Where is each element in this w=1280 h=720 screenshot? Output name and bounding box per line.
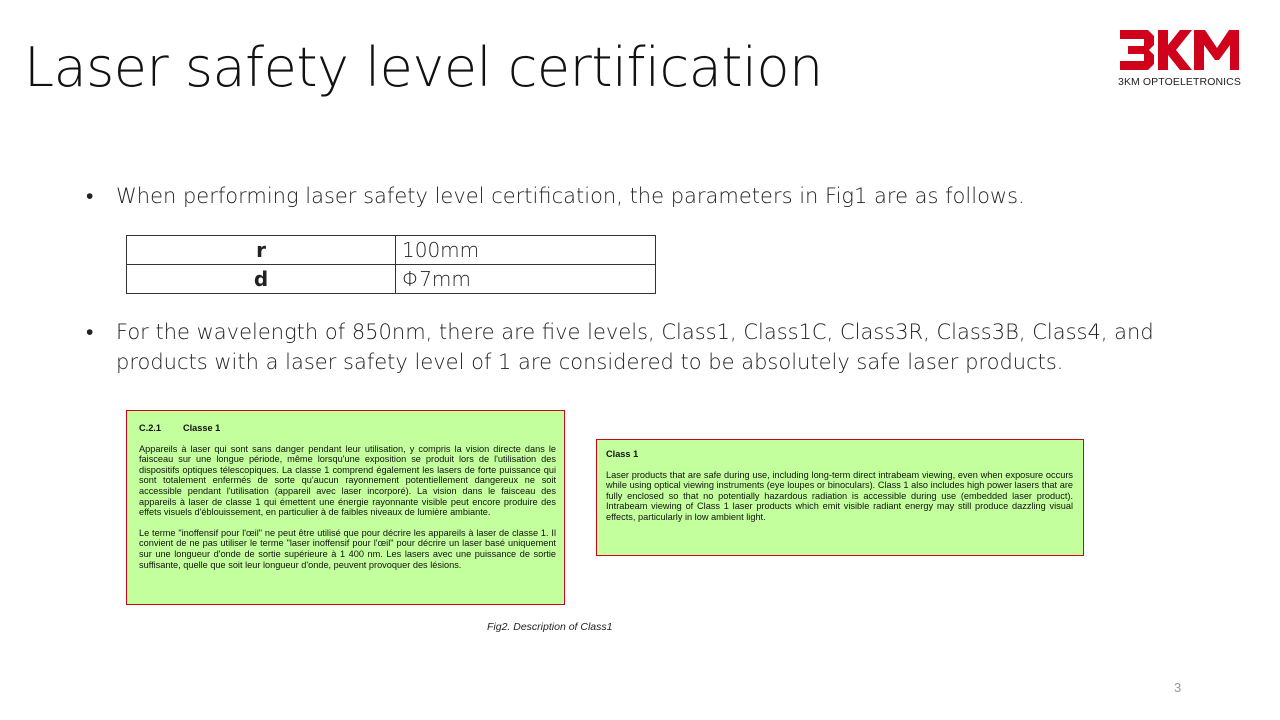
english-heading: Class 1 — [606, 449, 639, 459]
bullet-2 — [86, 317, 1186, 377]
bullet-text: When performing laser safety level certification, the parameters in Fig1 are as follows. — [116, 184, 1025, 208]
param-key: r — [127, 236, 396, 265]
french-paragraph-1: Appareils à laser qui sont sans danger pendant leur utilisation, y compris la vision directe dans le faisceau sur une longue période, même lorsqu'une exposition se produit lors de l'utilisation des dispositifs optiques télescopiques. La classe 1 comprend également les lasers de forte puissance qui sont totalement enfermés de sorte qu'aucun rayonnement potentiellement dangereux ne soit accessible pendant l'utilisation (appareil avec laser incorporé). La vision dans le faisceau des appareils à laser de classe 1 qui émettent une énergie rayonnante visible peut encore produire des effets visuels d'éblouissement, en particulier à de faibles niveaux de lumière ambiante. — [139, 443, 556, 518]
figure-caption: Fig2. Description of Class1 — [487, 621, 613, 633]
bullet-text: For the wavelength of 850nm, there are five levels, Class1, Class1C, Class3R, Class3B, Class4, and products with a laser safety level of 1 are considered to be absolutely safe laser products. — [116, 320, 1154, 374]
param-value: 100mm — [396, 236, 656, 265]
company-logo — [1118, 28, 1244, 88]
english-paragraph-1: Laser products that are safe during use, including long-term direct intrabeam viewing, even when exposure occurs while using optical viewing instruments (eye loupes or binoculars). Class 1 also includes high power lasers that are fully enclosed so that no potentially hazardous radiation is accessible during use (embedded laser product). Intrabeam viewing of Class 1 laser products which emit visible radiant energy may still produce dazzling visual effects, particularly in low ambient light. — [606, 469, 1073, 522]
table-row — [127, 236, 656, 265]
parameters-table — [126, 235, 656, 294]
section-heading: Classe 1 — [182, 423, 221, 433]
param-value: Φ7mm — [396, 265, 656, 294]
param-key: d — [127, 265, 396, 294]
bullet-1 — [86, 181, 1186, 211]
section-number: C.2.1 — [139, 423, 161, 433]
bullet-dot-icon: • — [86, 320, 94, 344]
table-row — [127, 265, 656, 294]
french-heading — [139, 423, 556, 434]
3km-logo-mark — [1118, 28, 1240, 72]
french-paragraph-2: Le terme "inoffensif pour l'œil" ne peut être utilisé que pour décrire les appareils à laser de classe 1. Il convient de ne pas utiliser le terme "laser inoffensif pour l'œil" pour décrire un laser basé uniquement sur une longueur d'onde de sortie supérieure à 1 400 nm. Les lasers avec une puissance de sortie suffisante, quelle que soit leur longueur d'onde, peuvent provoquer des lésions. — [139, 527, 556, 570]
bullet-dot-icon: • — [86, 184, 94, 208]
page-number: 3 — [1174, 680, 1182, 695]
french-class1-description — [126, 410, 565, 605]
slide-title: Laser safety level certification — [24, 36, 823, 99]
english-class1-description — [596, 439, 1084, 556]
logo-subtitle: 3KM OPTOELETRONICS — [1118, 76, 1241, 88]
